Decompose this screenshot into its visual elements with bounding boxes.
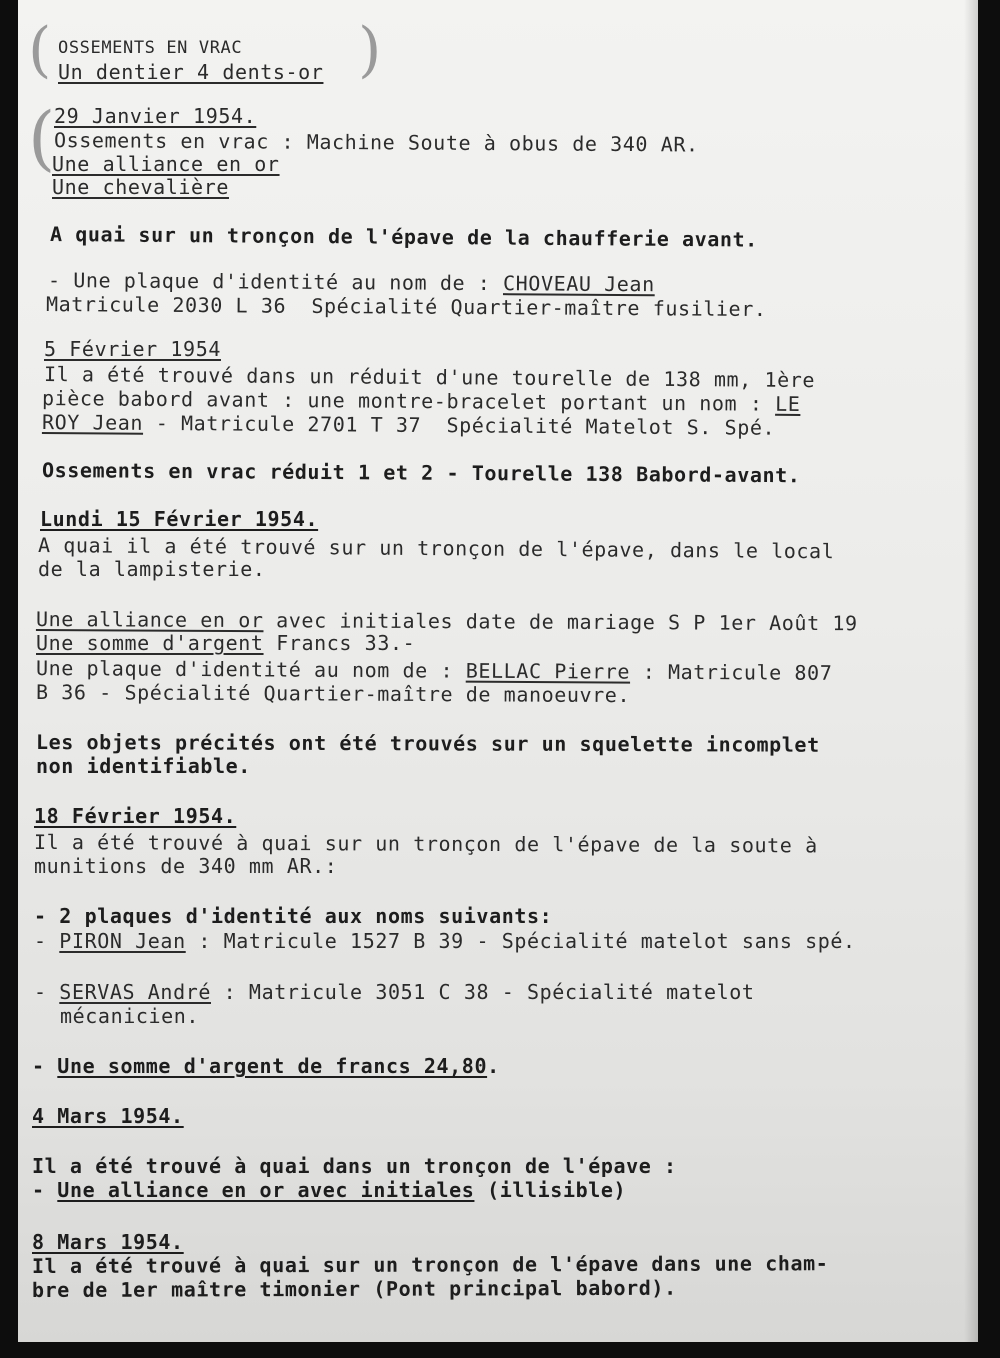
entry-text: - SERVAS André : Matricule 3051 C 38 - Spécialité matelot <box>34 980 755 1004</box>
entry-text: pièce babord avant : une montre-bracelet portant un nom : LE <box>41 386 801 416</box>
entry-text: mécanicien. <box>60 1004 200 1028</box>
entry-date: 29 Janvier 1954. <box>54 104 257 128</box>
entry-text: Une alliance en or <box>52 152 280 176</box>
entry-text: munitions de 340 mm AR.: <box>34 854 338 878</box>
entry-text: Une somme d'argent Francs 33.- <box>36 631 416 655</box>
document-page <box>18 0 978 1342</box>
person-name: SERVAS André <box>59 980 211 1004</box>
header-title: OSSEMENTS EN VRAC <box>58 38 243 58</box>
entry-text: Une chevalière <box>52 175 229 199</box>
entry-text: - PIRON Jean : Matricule 1527 B 39 - Spécialité matelot sans spé. <box>34 929 856 953</box>
person-name: CHOVEAU Jean <box>502 271 655 297</box>
person-name: ROY Jean <box>41 410 144 435</box>
entry-text: bre de 1er maître timonier (Pont principal babord). <box>31 1275 677 1302</box>
entry-text: - Une alliance en or avec initiales (illisible) <box>32 1178 627 1202</box>
entry-date: 8 Mars 1954. <box>32 1230 184 1254</box>
entry-text: - Une plaque d'identité au nom de : CHOVEAU Jean <box>47 268 655 297</box>
entry-text: B 36 - Spécialité Quartier-maître de manoeuvre. <box>35 680 631 708</box>
entry-text: - Une somme d'argent de francs 24,80. <box>32 1054 500 1078</box>
entry-date: 4 Mars 1954. <box>32 1104 184 1128</box>
entry-date: 18 Février 1954. <box>34 804 237 828</box>
bracket-open-2: ( <box>28 97 56 179</box>
header-subtitle: Un dentier 4 dents-or <box>58 60 324 84</box>
entry-date: 5 Février 1954 <box>44 337 221 361</box>
person-name: PIRON Jean <box>59 929 186 953</box>
entry-text: Il a été trouvé à quai dans un tronçon de l'épave : <box>32 1154 677 1178</box>
entry-text: - 2 plaques d'identité aux noms suivants: <box>34 904 553 928</box>
person-name: BELLAC Pierre <box>465 658 631 684</box>
entry-text: Ossements en vrac réduit 1 et 2 - Tourelle 138 Babord-avant. <box>41 458 801 488</box>
entry-text: Les objets précités ont été trouvés sur un squelette incomplet <box>35 730 820 757</box>
entry-text: Matricule 2030 L 36 Spécialité Quartier-maître fusilier. <box>45 292 767 322</box>
entry-text: A quai il a été trouvé sur un tronçon de l'épave, dans le local <box>37 533 835 564</box>
entry-text: Il a été trouvé à quai sur un tronçon de l'épave de la soute à <box>33 830 818 858</box>
entry-text: Il a été trouvé à quai sur un tronçon de l'épave dans une cham- <box>31 1251 829 1278</box>
page-edge-shadow <box>964 0 978 1342</box>
person-name: LE <box>775 391 801 416</box>
entry-text: Une alliance en or avec initiales date de mariage S P 1er Août 19 <box>35 607 858 636</box>
bracket-open: ( <box>28 15 53 85</box>
entry-date: Lundi 15 Février 1954. <box>40 507 319 531</box>
entry-text: Une plaque d'identité au nom de : BELLAC Pierre : Matricule 807 <box>35 656 833 685</box>
entry-text: de la lampisterie. <box>38 557 266 581</box>
typed-report <box>18 0 978 1342</box>
entry-text: Il a été trouvé dans un réduit d'une tourelle de 138 mm, 1ère <box>43 362 816 393</box>
entry-text: ROY Jean - Matricule 2701 T 37 Spécialité Matelot S. Spé. <box>41 410 776 440</box>
entry-text: non identifiable. <box>36 754 251 778</box>
entry-text: Ossements en vrac : Machine Soute à obus de 340 AR. <box>53 128 699 157</box>
entry-text: A quai sur un tronçon de l'épave de la chaufferie avant. <box>49 222 758 252</box>
bracket-close: ) <box>358 15 383 85</box>
